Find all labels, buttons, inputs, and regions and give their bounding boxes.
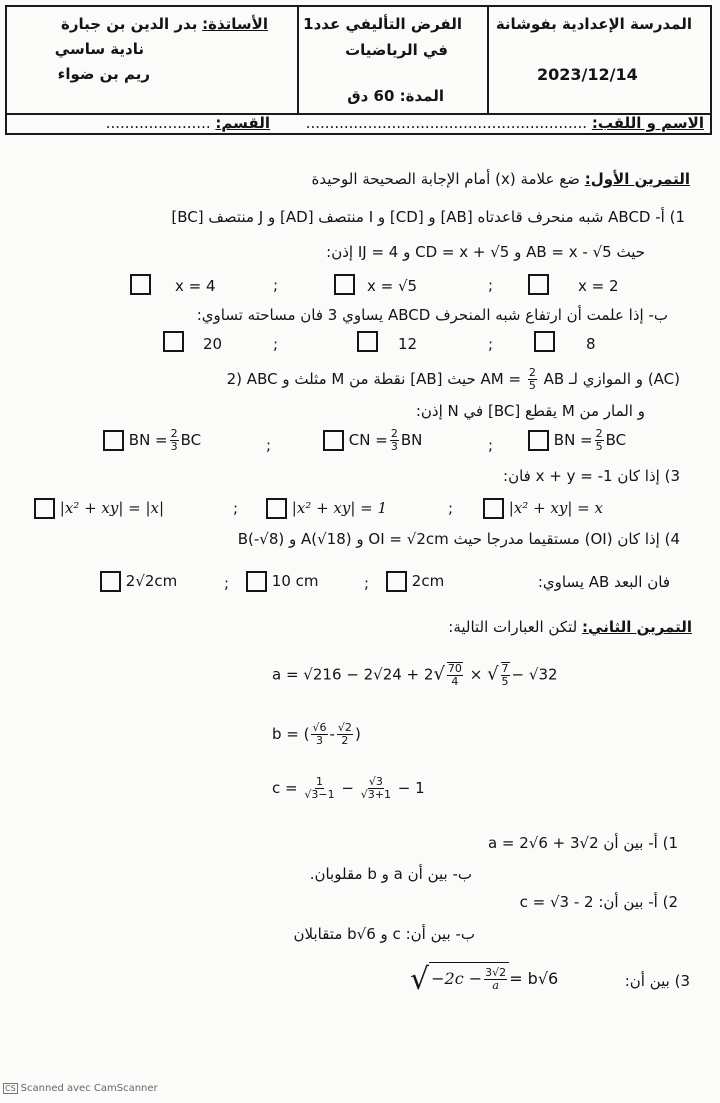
teacher-1: بدر الدين بن جبارة [61,15,198,33]
q2-option-3-tail: BC [180,431,202,449]
q2-option-row-1 [528,428,626,453]
camscanner-icon: CS [5,1084,16,1093]
separator: ; [266,436,272,454]
q3-checkbox-2[interactable] [266,498,287,519]
scanner-watermark [3,1083,158,1094]
separator: ; [488,276,494,294]
q1b-checkbox-3[interactable] [163,331,184,352]
q3-option-row-3 [34,498,164,519]
q2-option-2: CN = [348,431,388,449]
q2-text-post: AB و الموازي لـ (AC) [543,370,680,388]
ex1-q1a: 1) أ- ABCD شبه منحرف قاعدتاه [AB] و [CD] و I منتصف [AD] و J منتصف [BC] [171,208,685,226]
expression-a: a = √216 − 2√24 + 2√ $\frac{70}{4}$ × √ $\frac{7}{5}$ − √32 [272,662,558,688]
separator: ; [488,436,494,454]
q2-checkbox-2[interactable] [323,430,344,451]
ex2-heading [448,618,692,636]
b-fraction-1: $\frac{√6}{3}$ [312,721,327,747]
fraction-2-3: $\frac{2}{3}$ [390,427,398,453]
q4-option-2: 10 cm [271,572,319,590]
class-field [106,114,270,132]
q1a-checkbox-2[interactable] [334,274,355,295]
q3-checkbox-1[interactable] [483,498,504,519]
c-post: − 1 [397,779,425,797]
teacher-3: ريم بن ضواء [57,65,150,83]
q1a-checkbox-1[interactable] [528,274,549,295]
q2-option-2-tail: BN [400,431,423,449]
q2-option-1-tail: BC [605,431,627,449]
ex2-q1b: ب- بين أن a و b مقلوبان. [309,865,472,883]
separator: ; [224,574,230,592]
q2-checkbox-3[interactable] [103,430,124,451]
q1a-option-3: x = 4 [175,277,216,295]
header-box [5,5,712,135]
separator: ; [364,574,370,592]
q1a-option-1: x = 2 [578,277,619,295]
a-fraction-1: $\frac{70}{4}$ [447,662,462,688]
q3-fraction: $\frac{3√2}{a}$ [485,966,507,992]
q3-option-2: |x² + xy| = 1 [291,499,388,517]
class-dots: ...................... [105,114,211,132]
ex2-q2b: ب- بين أن: c و b√6 متقابلان [293,925,475,943]
c-minus: − [341,779,354,797]
q3-checkbox-3[interactable] [34,498,55,519]
b-minus: - [329,725,335,743]
c-pre: c = [272,779,298,797]
q4-option-3: 2√2cm [125,572,178,590]
q2-option-3: BN = [128,431,168,449]
q3-option-row-1 [483,498,603,519]
separator: ; [448,499,454,517]
q3-option-row-2 [266,498,387,519]
ex2-q1a: 1) أ- بين أن a = 2√6 + 3√2 [487,834,678,852]
q3-option-3: |x² + xy| = |x| [59,499,165,517]
q1b-option-3: 20 [203,335,223,353]
q1b-option-2: 12 [398,335,418,353]
b-pre: b = ( [272,725,310,743]
q4-option-row-2 [246,571,319,592]
ex1-q2-line2: و المار من M يقطع [BC] في N إذن: [415,402,645,420]
fraction-2-3: $\frac{2}{3}$ [170,427,178,453]
exam-date: 2023/12/14 [537,65,638,84]
q2-option-1: BN = [553,431,593,449]
q2-option-row-2 [323,428,422,453]
q2-option-row-3 [103,428,201,453]
q1a-checkbox-3[interactable] [130,274,151,295]
fraction-2-5: $\frac{2}{5}$ [595,427,603,453]
q3-expr-right: = b√6 [509,969,559,988]
class-label: القسم: [215,114,270,132]
c-fraction-1: $\frac{1}{√3-1}$ [304,775,335,801]
header-divider-right [487,7,489,113]
teacher-2: نادية ساسي [54,40,144,58]
exam-title: الفرض التأليفي عدد1 [303,15,462,33]
ex2-q3-label: 3) بين أن: [624,972,690,990]
a-pre: a = √216 − 2√24 + 2 [272,665,434,684]
ex1-q4-ask: فان البعد AB يساوي: [537,573,670,591]
scanner-text: Scanned avec CamScanner [20,1083,158,1094]
separator: ; [273,276,279,294]
name-field [306,114,704,132]
header-divider-left [297,7,299,113]
q4-checkbox-3[interactable] [100,571,121,592]
separator: ; [488,335,494,353]
b-fraction-2: $\frac{√2}{2}$ [337,721,352,747]
ex2-title: التمرين الثاني: [582,618,692,636]
ex1-q2 [227,367,680,392]
expression-c [272,776,425,801]
ex2-q3-expression: √ −2c − $\frac{3√2}{a}$ = b√6 [410,962,559,997]
ex1-q4: 4) إذا كان (OI) مستقيما مدرجا حيث OI = √2cm و A(√18) و B(-√8) [237,530,680,548]
fraction-2-5: $\frac{2}{5}$ [528,366,536,392]
q2-text-pre: 2) ABC مثلث و M نقطة من [AB] حيث AM = [226,370,522,388]
q4-option-row-3 [100,571,177,592]
q4-option-row-1 [386,571,444,592]
q4-checkbox-2[interactable] [246,571,267,592]
expression-b [272,722,361,747]
teachers-line [61,15,268,33]
name-label: الاسم و اللقب: [591,114,704,132]
ex1-q3: 3) إذا كان x + y = -1 فان: [503,467,680,485]
teachers-label: الأساتذة: [202,15,268,33]
exam-subject: في الرياضيات [345,41,448,59]
ex1-q1b: ب- إذا علمت أن ارتفاع شبه المنحرف ABCD يساوي 3 فان مساحته تساوي: [196,306,668,324]
a-fraction-2: $\frac{7}{5}$ [501,662,509,688]
q1b-checkbox-2[interactable] [357,331,378,352]
ex1-q1a-given: حيث AB = x - √5 و CD = x + √5 و IJ = 4 إذن: [326,243,645,261]
separator: ; [273,335,279,353]
q3-option-1: |x² + xy| = x [508,499,603,517]
b-post: ) [354,725,361,743]
school-name: المدرسة الإعدادية بفوشانة [495,15,692,33]
a-times: × [469,665,483,684]
q1a-option-2: x = √5 [367,277,418,295]
q1b-option-1: 8 [586,335,596,353]
q2-checkbox-1[interactable] [528,430,549,451]
ex2-q2a: 2) أ- بين أن: c = √3 - 2 [519,893,678,911]
q4-option-1: 2cm [411,572,445,590]
name-dots: ........................................................... [305,114,588,132]
q4-checkbox-1[interactable] [386,571,407,592]
ex2-instruction: لتكن العبارات التالية: [448,618,578,636]
q1b-checkbox-1[interactable] [534,331,555,352]
separator: ; [233,499,239,517]
ex1-title: التمرين الأول: [584,170,690,188]
ex1-heading [311,170,690,188]
c-fraction-2: $\frac{√3}{√3+1}$ [360,775,391,801]
exam-duration: المدة: 60 دق [347,87,444,105]
q3-expr-left: −2c − [431,969,483,988]
a-post: − √32 [511,665,558,684]
ex1-instruction: ضع علامة (x) أمام الإجابة الصحيحة الوحيدة [311,170,580,188]
